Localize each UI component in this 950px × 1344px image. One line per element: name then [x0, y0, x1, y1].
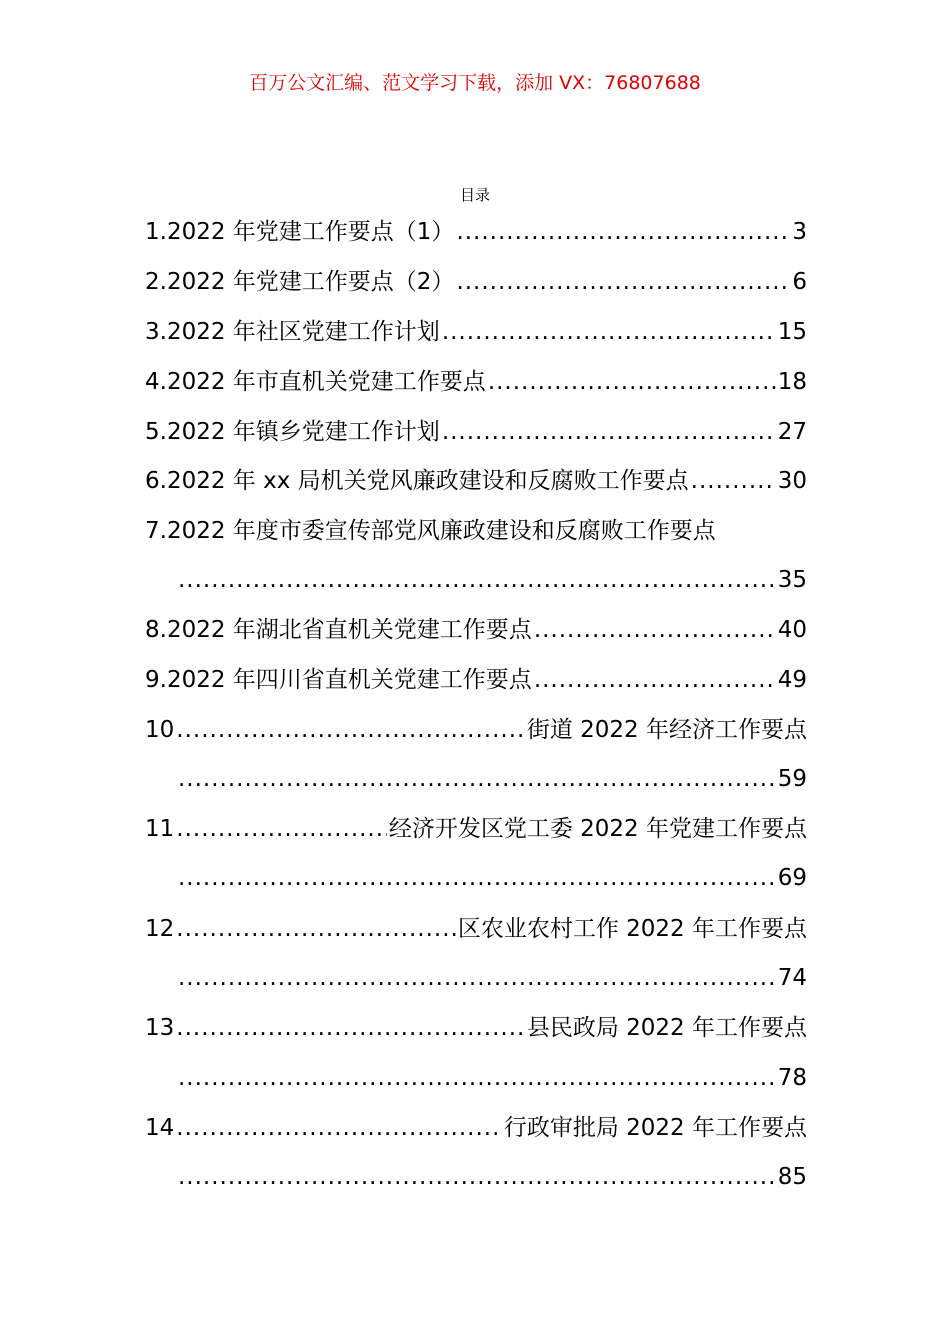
toc-entry-title: 2022 年镇乡党建工作计划	[166, 419, 440, 445]
toc-entry-title: 2022 年党建工作要点（1）	[166, 219, 455, 245]
toc-entry-number: 6.	[145, 468, 167, 494]
toc-entry-title: 经济开发区党工委 2022 年党建工作要点	[388, 816, 807, 842]
watermark-header: 百万公文汇编、范文学习下载，添加 VX：76807688	[249, 72, 701, 94]
dot-leader	[178, 858, 776, 898]
dot-leader	[176, 1008, 525, 1048]
toc-entry-7[interactable]	[145, 511, 807, 551]
toc-entry-2[interactable]	[145, 262, 807, 302]
toc-entry-number: 8.	[145, 617, 167, 643]
toc-entry-page: 27	[777, 419, 807, 445]
toc-entry-page: 40	[777, 617, 807, 643]
dot-leader	[176, 1108, 502, 1148]
toc-entry-number: 3.	[145, 319, 167, 345]
toc-entry-title: 2022 年社区党建工作计划	[166, 319, 440, 345]
dot-leader	[178, 1157, 776, 1197]
dot-leader	[456, 262, 790, 302]
toc-entry-title: 2022 年湖北省直机关党建工作要点	[166, 617, 532, 643]
toc-entry-7-continuation[interactable]	[178, 560, 807, 600]
dot-leader	[178, 1058, 776, 1098]
toc-entry-page: 85	[777, 1164, 807, 1190]
toc-entry-13-continuation[interactable]	[178, 1058, 807, 1098]
toc-entry-11-continuation[interactable]	[178, 858, 807, 898]
toc-entry-8[interactable]	[145, 610, 807, 650]
toc-entry-title: 2022 年 xx 局机关党风廉政建设和反腐败工作要点	[166, 468, 689, 494]
toc-entry-12-continuation[interactable]	[178, 958, 807, 998]
dot-leader	[442, 312, 776, 352]
toc-entry-title: 行政审批局 2022 年工作要点	[503, 1115, 807, 1141]
toc-entry-page: 59	[777, 766, 807, 792]
toc-entry-number: 11	[145, 816, 175, 842]
dot-leader	[178, 958, 776, 998]
dot-leader	[176, 909, 456, 949]
toc-entry-page: 15	[777, 319, 807, 345]
toc-entry-10-continuation[interactable]	[178, 759, 807, 799]
toc-entry-number: 12	[145, 916, 175, 942]
toc-entry-title: 2022 年四川省直机关党建工作要点	[166, 667, 532, 693]
dot-leader	[178, 560, 776, 600]
toc-entry-9[interactable]	[145, 660, 807, 700]
toc-entry-page: 18	[777, 369, 807, 395]
toc-entry-number: 9.	[145, 667, 167, 693]
toc-entry-title: 区农业农村工作 2022 年工作要点	[457, 916, 807, 942]
toc-entry-number: 14	[145, 1115, 175, 1141]
toc-entry-page: 35	[777, 567, 807, 593]
toc-entry-12[interactable]	[145, 909, 807, 949]
toc-entry-1[interactable]	[145, 212, 807, 252]
dot-leader	[456, 212, 790, 252]
toc-entry-3[interactable]	[145, 312, 807, 352]
toc-entry-14-continuation[interactable]	[178, 1157, 807, 1197]
toc-entry-title: 县民政局 2022 年工作要点	[526, 1015, 807, 1041]
toc-entry-title: 2022 年党建工作要点（2）	[166, 269, 455, 295]
dot-leader	[442, 412, 776, 452]
toc-entry-6[interactable]	[145, 461, 807, 501]
dot-leader	[534, 660, 776, 700]
toc-entry-page: 74	[777, 965, 807, 991]
toc-title: 目录	[459, 186, 490, 204]
dot-leader	[178, 759, 776, 799]
toc-entry-title: 2022 年度市委宣传部党风廉政建设和反腐败工作要点	[166, 518, 716, 544]
toc-entry-page: 3	[792, 219, 807, 245]
dot-leader	[176, 710, 525, 750]
dot-leader	[691, 461, 776, 501]
toc-entry-11[interactable]	[145, 809, 807, 849]
toc-entry-number: 5.	[145, 419, 167, 445]
toc-entry-title: 街道 2022 年经济工作要点	[526, 717, 807, 743]
toc-entry-page: 69	[777, 865, 807, 891]
toc-entry-page: 49	[777, 667, 807, 693]
toc-entry-number: 10	[145, 717, 175, 743]
toc-entry-title: 2022 年市直机关党建工作要点	[166, 369, 486, 395]
toc-entry-number: 13	[145, 1015, 175, 1041]
toc-entry-number: 4.	[145, 369, 167, 395]
toc-entry-13[interactable]	[145, 1008, 807, 1048]
toc-entry-10[interactable]	[145, 710, 807, 750]
dot-leader	[176, 809, 387, 849]
dot-leader	[534, 610, 776, 650]
toc-entry-number: 1.	[145, 219, 167, 245]
dot-leader	[488, 362, 776, 402]
toc-entry-14[interactable]	[145, 1108, 807, 1148]
toc-entry-page: 6	[792, 269, 807, 295]
toc-entry-4[interactable]	[145, 362, 807, 402]
toc-entry-page: 78	[777, 1065, 807, 1091]
toc-entry-number: 7.	[145, 518, 167, 544]
toc-entry-5[interactable]	[145, 412, 807, 452]
toc-entry-page: 30	[777, 468, 807, 494]
toc-entry-number: 2.	[145, 269, 167, 295]
